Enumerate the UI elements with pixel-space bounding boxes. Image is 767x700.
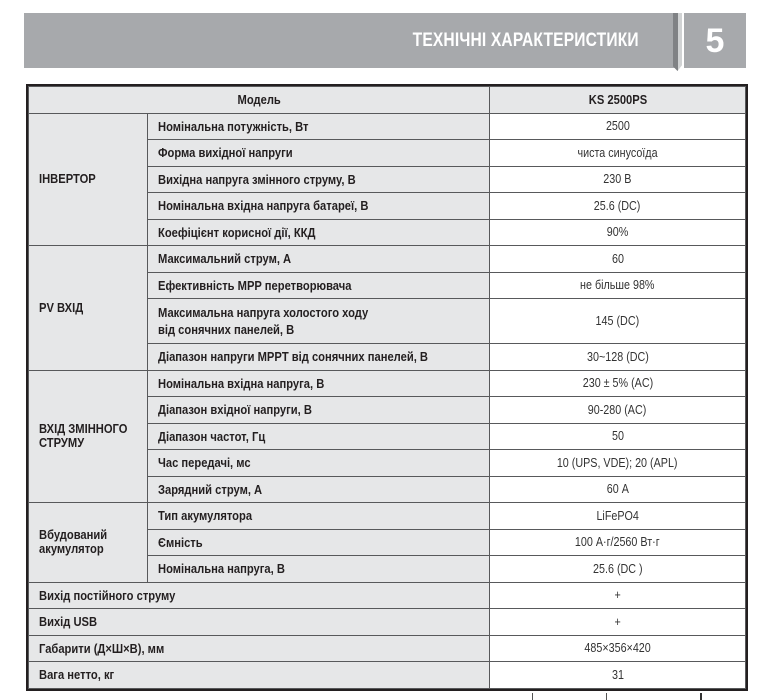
header-fold-decoration [673,13,682,71]
row-label: Ємність [148,529,490,556]
row-value: чиста синусоїда [490,140,746,167]
table-row [29,582,746,609]
row-value: 145 (DC) [490,299,746,344]
row-value: 90% [490,219,746,246]
row-value: 2500 [490,113,746,140]
row-label: Номінальна напруга, В [148,556,490,583]
row-label: Вихідна напруга змінного струму, В [148,166,490,193]
section-header-bar [24,13,679,68]
row-label: Вихід USB [29,609,490,636]
table-row [29,503,746,530]
row-value: 30~128 (DC) [490,344,746,371]
row-value: 10 (UPS, VDE); 20 (APL) [490,450,746,477]
spec-table-frame [26,84,748,691]
row-value: 60 [490,246,746,273]
row-label: Максимальна напруга холостого ходу від сонячних панелей, В [148,299,490,344]
row-value: 100 А·г/2560 Вт·г [490,529,746,556]
model-header-label: Модель [29,87,490,114]
row-value: не більше 98% [490,272,746,299]
row-value: 230 ± 5% (AC) [490,370,746,397]
row-value: + [490,609,746,636]
row-label: Ефективність MPP перетворювача [148,272,490,299]
row-label: Габарити (Д×Ш×В), мм [29,635,490,662]
page-number: 5 [684,13,746,68]
table-row [29,662,746,689]
row-label: Тип акумулятора [148,503,490,530]
row-label: Діапазон напруги MPPT від сонячних панелей, В [148,344,490,371]
specifications-table [28,86,746,689]
row-label: Вихід постійного струму [29,582,490,609]
row-label: Номінальна потужність, Вт [148,113,490,140]
table-row [29,113,746,140]
group-pv-input: PV ВХІД [29,246,148,371]
row-label: Номінальна вхідна напруга, В [148,370,490,397]
row-value: 230 В [490,166,746,193]
group-built-in-battery: Вбудований акумулятор [29,503,148,583]
cropped-content-fragment [606,693,607,700]
row-label: Зарядний струм, А [148,476,490,503]
row-value: 50 [490,423,746,450]
row-value: 60 А [490,476,746,503]
section-title: ТЕХНІЧНІ ХАРАКТЕРИСТИКИ [412,30,639,51]
table-row [29,635,746,662]
row-label: Час передачі, мс [148,450,490,477]
cropped-content-fragment [700,693,702,700]
row-label: Вага нетто, кг [29,662,490,689]
table-row [29,246,746,273]
row-label: Номінальна вхідна напруга батареї, В [148,193,490,220]
row-value: LiFePO4 [490,503,746,530]
table-row [29,370,746,397]
row-label: Коефіцієнт корисної дії, ККД [148,219,490,246]
row-label: Форма вихідної напруги [148,140,490,167]
row-value: 31 [490,662,746,689]
row-value: 485×356×420 [490,635,746,662]
table-row [29,609,746,636]
row-label: Діапазон частот, Гц [148,423,490,450]
row-value: 25.6 (DC) [490,193,746,220]
group-ac-input: ВХІД ЗМІННОГО СТРУМУ [29,370,148,503]
row-value: + [490,582,746,609]
group-inverter: ІНВЕРТОР [29,113,148,246]
row-value: 25.6 (DC ) [490,556,746,583]
row-label: Діапазон вхідної напруги, В [148,397,490,424]
model-header-value: KS 2500PS [490,87,746,114]
row-label: Максимальний струм, А [148,246,490,273]
row-value: 90-280 (AC) [490,397,746,424]
cropped-content-fragment [532,693,533,700]
table-header-row [29,87,746,114]
